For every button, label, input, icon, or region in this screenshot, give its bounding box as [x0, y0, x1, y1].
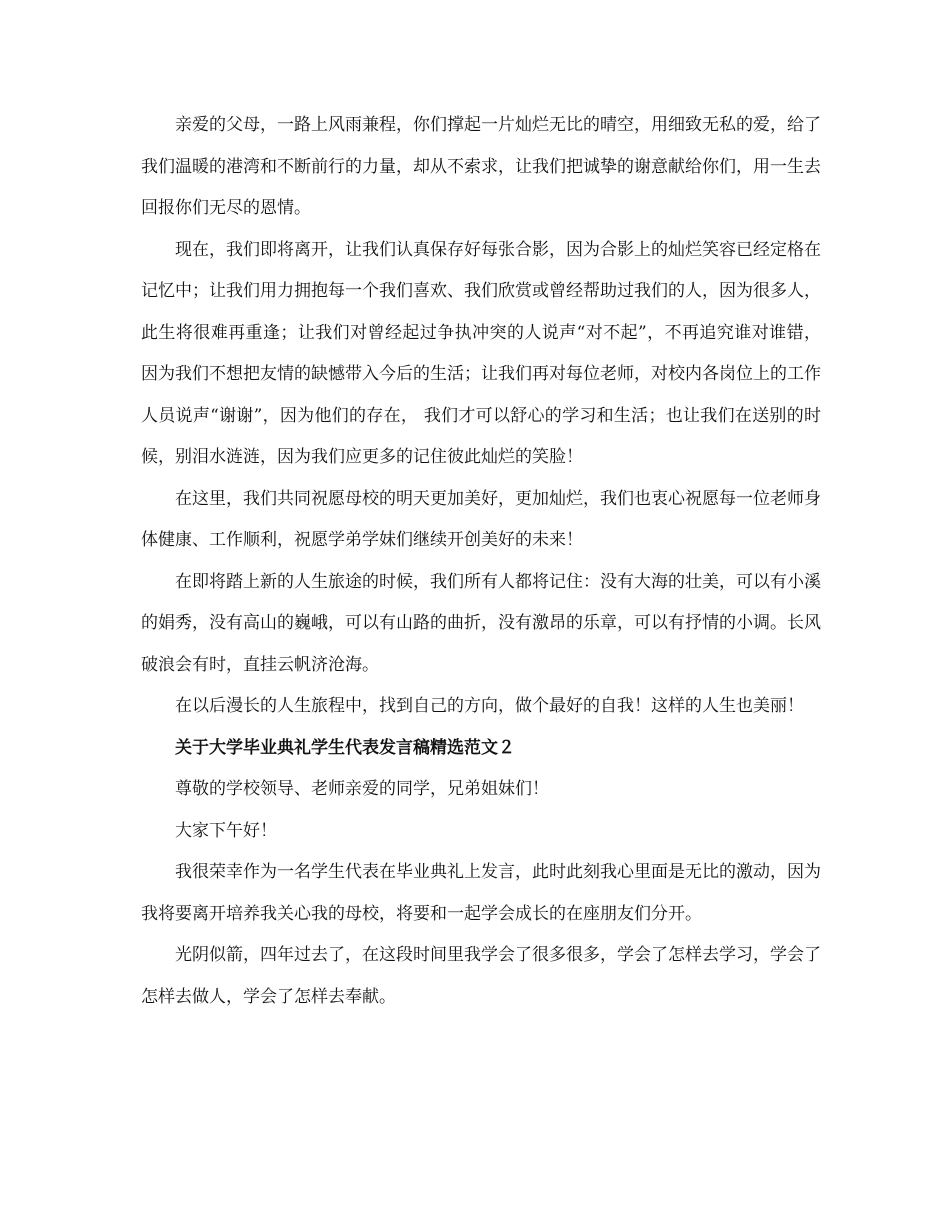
- paragraph-leaving: 现在，我们即将离开，让我们认真保存好每张合影，因为合影上的灿烂笑容已经定格在记忆中；让我们用力拥抱每一个我们喜欢、我们欣赏或曾经帮助过我们的人，因为很多人，此生将很难再重逢；让我们对曾经起过争执冲突的人说声“对不起”，不再追究谁对谁错，因为我们不想把友情的缺憾带入今后的生活；让我们再对每位老师，对校内各岗位上的工作人员说声“谢谢”，因为他们的存在， 我们才可以舒心的学习和生活；也让我们在送别的时候，别泪水涟涟，因为我们应更多的记住彼此灿烂的笑脸！: [141, 239, 821, 467]
- paragraph-good-afternoon: 大家下午好！: [175, 820, 277, 841]
- paragraph-new-journey: 在即将踏上新的人生旅途的时候，我们所有人都将记住：没有大海的壮美，可以有小溪的娟秀，没有高山的巍峨，可以有山路的曲折，没有激昂的乐章，可以有抒情的小调。长风破浪会有时，直挂云帆济沧海。: [141, 571, 821, 675]
- document-body: [141, 105, 821, 1018]
- paragraph-parents-thanks: 亲爱的父母，一路上风雨兼程，你们撑起一片灿烂无比的晴空，用细致无私的爱，给了我们温暖的港湾和不断前行的力量，却从不索求，让我们把诚挚的谢意献给你们，用一生去回报你们无尽的恩情。: [141, 115, 821, 218]
- paragraph-honored: 我很荣幸作为一名学生代表在毕业典礼上发言，此时此刻我心里面是无比的激动，因为我将要离开培养我关心我的母校，将要和一起学会成长的在座朋友们分开。: [141, 862, 821, 924]
- paragraph-find-direction: 在以后漫长的人生旅程中，找到自己的方向，做个最好的自我！这样的人生也美丽！: [175, 696, 804, 716]
- section-heading: 关于大学毕业典礼学生代表发言稿精选范文２: [175, 737, 515, 758]
- paragraph-greeting: 尊敬的学校领导、老师亲爱的同学，兄弟姐妹们！: [175, 779, 549, 799]
- paragraph-four-years: 光阴似箭，四年过去了，在这段时间里我学会了很多很多，学会了怎样去学习，学会了怎样去做人，学会了怎样去奉献。: [141, 945, 821, 1007]
- paragraph-wishes: 在这里，我们共同祝愿母校的明天更加美好，更加灿烂，我们也衷心祝愿每一位老师身体健康、工作顺利，祝愿学弟学妹们继续开创美好的未来！: [141, 488, 821, 550]
